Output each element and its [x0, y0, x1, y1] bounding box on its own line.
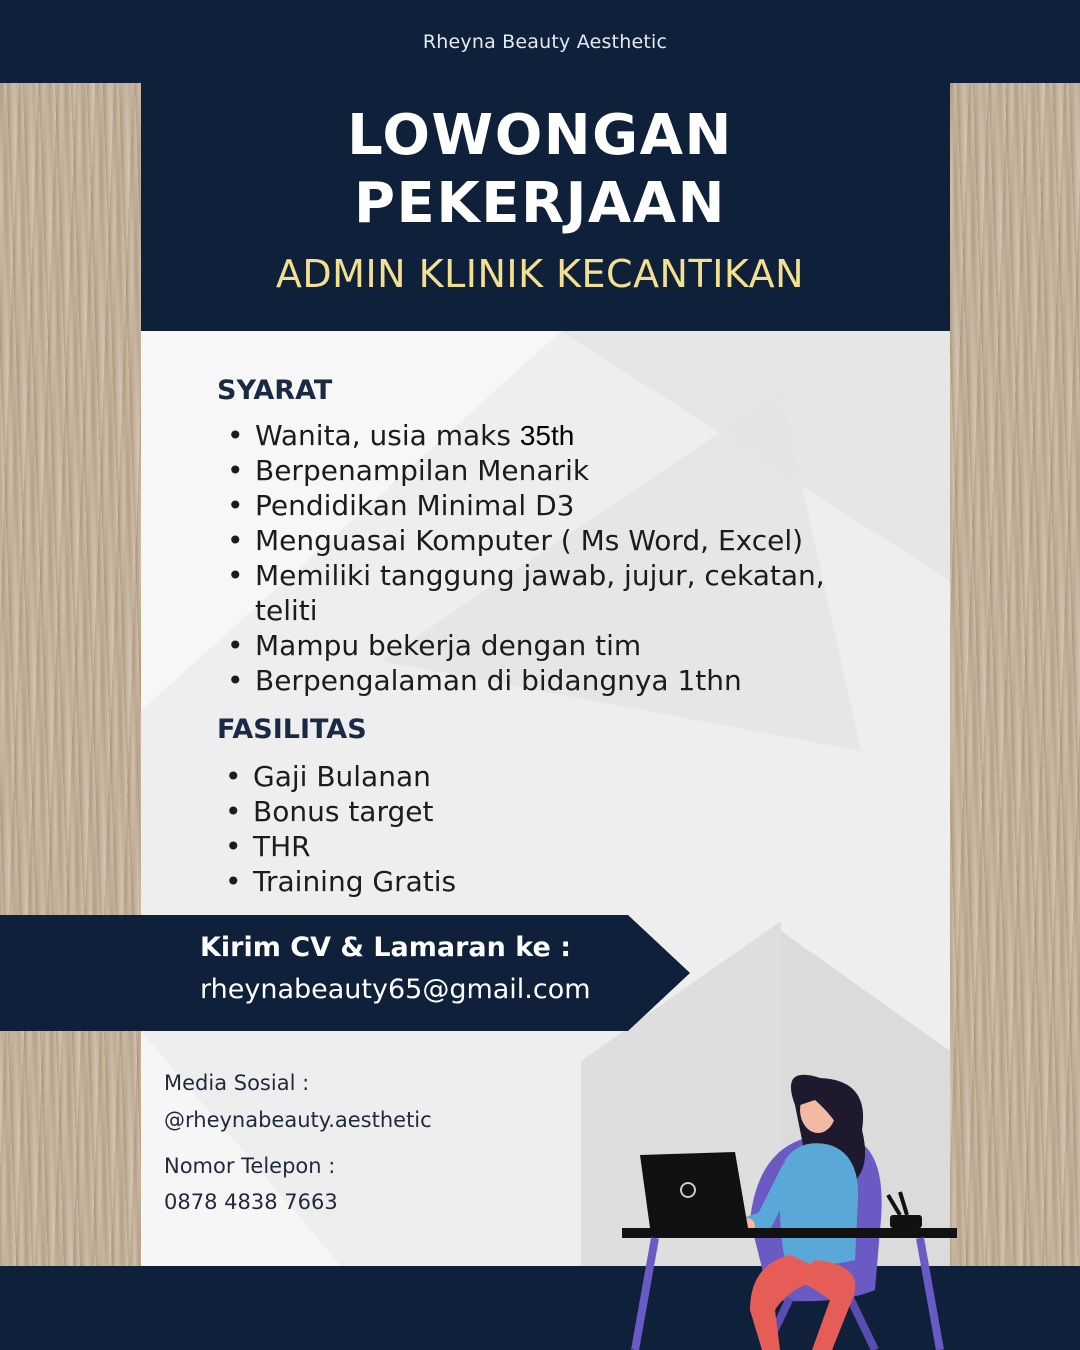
list-item — [217, 418, 825, 453]
phone-number[interactable]: 0878 4838 7663 — [164, 1190, 338, 1214]
woman-laptop-illustration — [600, 1060, 980, 1350]
facilities-list — [215, 759, 456, 899]
email-address[interactable]: rheynabeauty65@gmail.com — [200, 974, 591, 1005]
job-position-subtitle: ADMIN KLINIK KECANTIKAN — [275, 252, 805, 296]
phone-label: Nomor Telepon : — [164, 1154, 336, 1178]
list-item: • THR — [215, 829, 456, 864]
brand-name: Rheyna Beauty Aesthetic — [422, 31, 668, 53]
social-media-handle[interactable]: @rheynabeauty.aesthetic — [164, 1108, 432, 1132]
requirement-traits-line-1: • Memiliki tanggung jawab, jujur, cekatan, — [255, 559, 825, 592]
title-line-1: LOWONGAN — [347, 103, 733, 168]
list-item: • Mampu bekerja dengan tim — [217, 628, 825, 663]
syarat-heading: SYARAT — [217, 375, 333, 406]
list-item — [217, 558, 825, 628]
requirements-list — [217, 418, 825, 698]
requirement-age-text: Wanita, usia maks — [255, 419, 520, 452]
cv-heading: Kirim CV & Lamaran ke : — [200, 932, 572, 963]
requirement-traits-line-2: teliti — [255, 594, 318, 627]
title-line-2: PEKERJAAN — [354, 171, 726, 236]
list-item: • Menguasai Komputer ( Ms Word, Excel) — [217, 523, 825, 558]
list-item: • Berpenampilan Menarik — [217, 453, 825, 488]
list-item: • Gaji Bulanan — [215, 759, 456, 794]
list-item: • Bonus target — [215, 794, 456, 829]
list-item: • Berpengalaman di bidangnya 1thn — [217, 663, 825, 698]
requirement-age-value: 35th — [519, 420, 575, 451]
fasilitas-heading: FASILITAS — [217, 714, 367, 745]
list-item: • Pendidikan Minimal D3 — [217, 488, 825, 523]
social-media-label: Media Sosial : — [164, 1071, 310, 1095]
list-item: • Training Gratis — [215, 864, 456, 899]
